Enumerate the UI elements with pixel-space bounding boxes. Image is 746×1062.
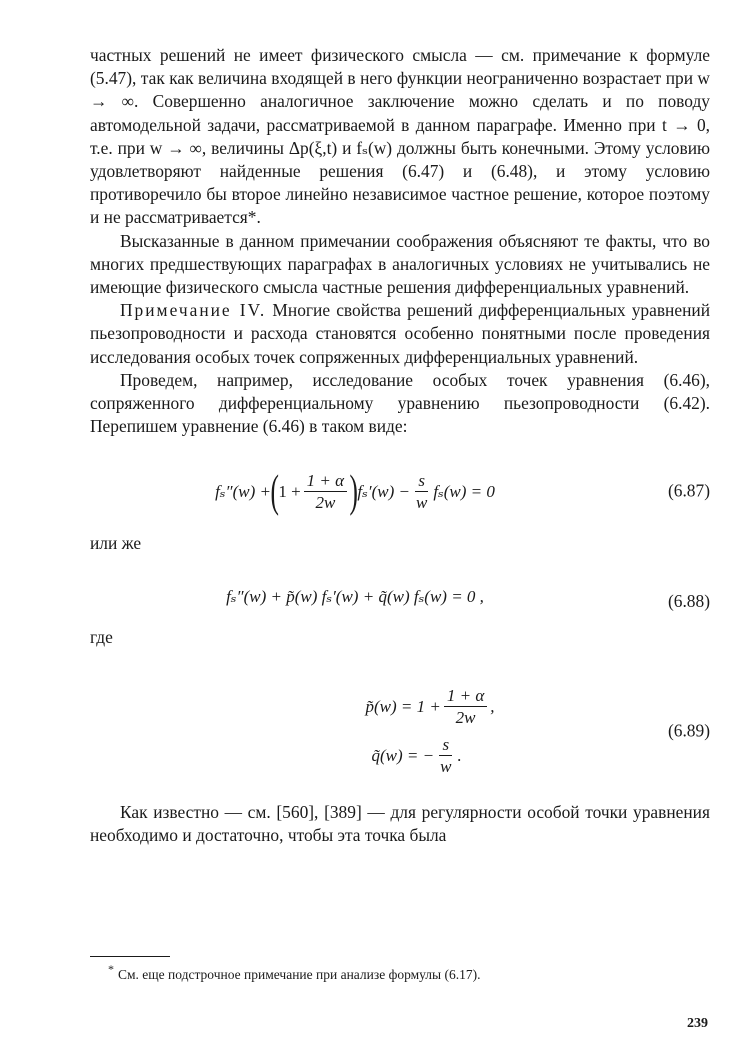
eq89-line2-lhs: q̃(w) = − (371, 745, 435, 765)
eq87-s-num: s (415, 470, 428, 492)
eq89-line2-num: s (439, 734, 452, 756)
footnote (108, 962, 481, 984)
paragraph-4: Проведем, например, исследование особых точек уравнения (6.46), сопряженного дифференциальному уравнению пьезопроводности (6.42). Перепишем уравнение (6.46) в таком виде: (90, 369, 710, 437)
eq89-line-1 (365, 685, 494, 728)
eq89-line2-den: w (440, 756, 452, 776)
eq87-frac-den: 2w (315, 492, 336, 512)
paragraph-1: частных решений не имеет физического смысла — см. примечание к формуле (5.47), так как величина входящей в него функции неограниченно возрастает при w → ∞. Совершенно аналогичное заключение можно сделать и по поводу автомодельной задачи, рассматриваемой в данном параграфе. Именно при t → 0, т.е. при w → ∞, величины Δp(ξ,t) и fₛ(w) должны быть конечными. Этому условию удовлетворяют найденные решения (6.47) и (6.48), и этому условию противоречило бы второе линейно независимое частное решение, которое поэтому и не рассматривается*. (90, 45, 710, 228)
eq89-line2-end: . (457, 745, 462, 765)
paragraph-2: Высказанные в данном примечании соображения объясняют те факты, что во многих предшествующих параграфах в аналогичных условиях не учитывались не имеющие физического смысла частные решения дифференциальных уравнений. (90, 230, 710, 298)
eq87-fraction (304, 470, 347, 513)
paragraph-note-iv (90, 299, 710, 369)
equation-number-6-87: (6.87) (667, 480, 710, 501)
or-text: или же (90, 533, 142, 554)
note-label: Примечание IV. (120, 300, 267, 321)
equation-number-6-88: (6.88) (667, 590, 710, 611)
eq89-line-2 (365, 734, 461, 777)
eq89-line2-fraction (437, 734, 454, 777)
equation-6-87-body (90, 452, 620, 530)
eq87-mid: fₛ′(w) − (357, 481, 410, 501)
eq87-tail: fₛ(w) = 0 (433, 481, 495, 501)
page-number: 239 (687, 1016, 708, 1031)
equation-number-6-89: (6.89) (667, 720, 710, 741)
note-text: Многие свойства решений дифференциальных уравнений пьезопроводности и расхода становятся особенно понятными после проведения исследования особых точек сопряженных дифференциальных уравнений. (90, 300, 711, 367)
eq87-s-fraction (413, 470, 430, 513)
eq87-close-paren: ) (349, 465, 358, 517)
footnote-mark: * (108, 962, 114, 976)
footnote-divider (90, 956, 170, 957)
eq89-line1-den: 2w (455, 707, 476, 727)
equation-6-88 (90, 574, 710, 620)
eq89-line1-lhs: p̃(w) = 1 + (365, 696, 441, 716)
eq87-s-den: w (415, 492, 428, 512)
eq87-open-paren: ( (270, 465, 279, 517)
footnote-text: См. еще подстрочное примечание при анализе формулы (6.17). (118, 967, 481, 982)
equation-6-88-body (90, 574, 620, 620)
eq87-frac-num: 1 + α (304, 470, 347, 492)
equation-6-87 (90, 452, 710, 530)
equation-6-89-body (240, 667, 620, 795)
eq87-lhs: fₛ″(w) + (215, 481, 271, 501)
where-text: где (90, 626, 113, 647)
eq87-one-plus: 1 + (278, 481, 301, 501)
eq89-line1-fraction (444, 685, 487, 728)
equation-6-89 (90, 667, 710, 795)
eq89-line1-num: 1 + α (444, 685, 487, 707)
eq89-line1-end: , (490, 696, 495, 716)
paragraph-5: Как известно — см. [560], [389] — для регулярности особой точки уравнения необходимо и достаточно, чтобы эта точка была (90, 801, 710, 846)
eq89-system (365, 685, 494, 777)
eq88-text: fₛ″(w) + p̃(w) fₛ′(w) + q̃(w) fₛ(w) = 0 , (226, 587, 484, 607)
